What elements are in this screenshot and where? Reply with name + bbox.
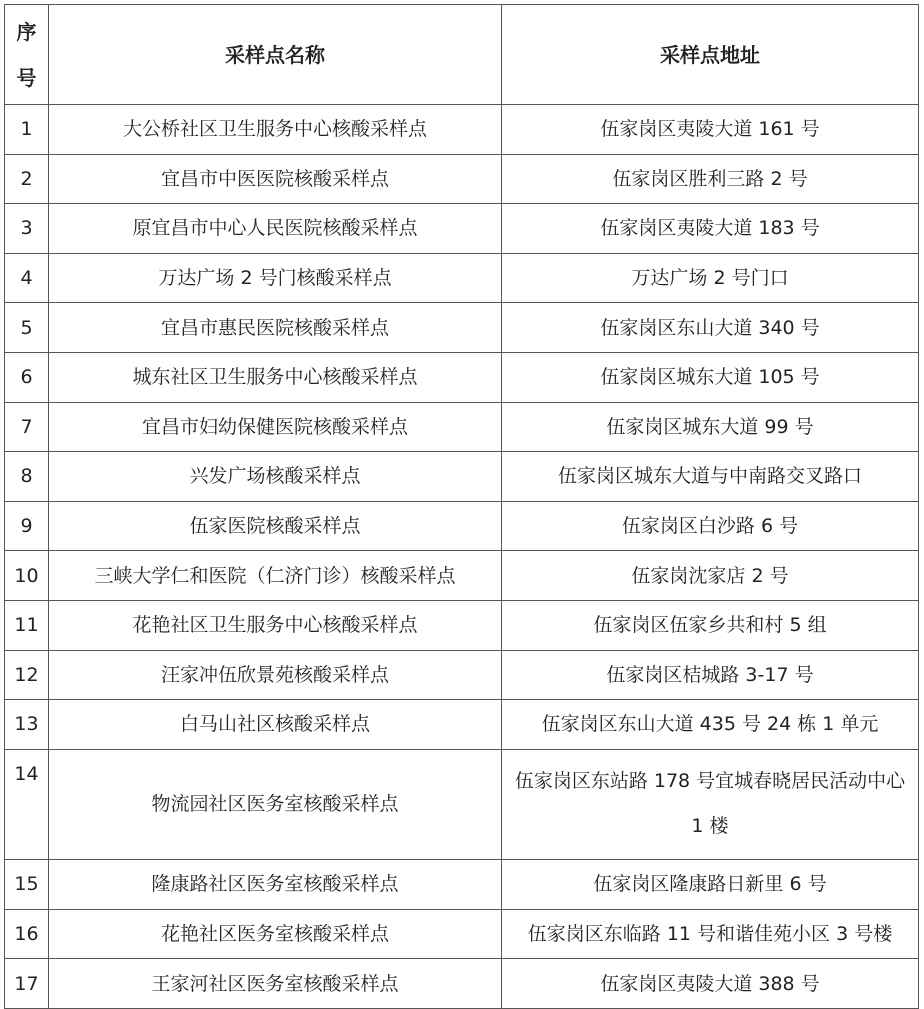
row-site-address: 伍家岗区夷陵大道 183 号 bbox=[502, 204, 919, 254]
table-row bbox=[5, 551, 919, 601]
row-site-name: 宜昌市中医医院核酸采样点 bbox=[49, 154, 502, 204]
row-site-name: 宜昌市妇幼保健医院核酸采样点 bbox=[49, 402, 502, 452]
header-index bbox=[5, 5, 49, 105]
row-index: 11 bbox=[5, 600, 49, 650]
row-site-address: 伍家岗区城东大道与中南路交叉路口 bbox=[502, 452, 919, 502]
table-row bbox=[5, 402, 919, 452]
sampling-sites-table bbox=[4, 4, 919, 1009]
row-site-address: 伍家岗区夷陵大道 161 号 bbox=[502, 105, 919, 155]
row-site-address: 伍家岗区胜利三路 2 号 bbox=[502, 154, 919, 204]
row-site-address: 伍家岗区城东大道 99 号 bbox=[502, 402, 919, 452]
row-site-address: 伍家岗沈家店 2 号 bbox=[502, 551, 919, 601]
row-site-name: 原宜昌市中心人民医院核酸采样点 bbox=[49, 204, 502, 254]
row-index: 16 bbox=[5, 909, 49, 959]
row-index: 5 bbox=[5, 303, 49, 353]
table-row bbox=[5, 650, 919, 700]
row-site-name: 花艳社区医务室核酸采样点 bbox=[49, 909, 502, 959]
table-row bbox=[5, 105, 919, 155]
row-site-name: 汪家冲伍欣景苑核酸采样点 bbox=[49, 650, 502, 700]
row-site-name: 隆康路社区医务室核酸采样点 bbox=[49, 860, 502, 910]
table-row bbox=[5, 154, 919, 204]
row-site-address: 伍家岗区隆康路日新里 6 号 bbox=[502, 860, 919, 910]
row-index: 17 bbox=[5, 959, 49, 1009]
table-row bbox=[5, 501, 919, 551]
header-site-name: 采样点名称 bbox=[49, 5, 502, 105]
header-site-address: 采样点地址 bbox=[502, 5, 919, 105]
row-site-name: 宜昌市惠民医院核酸采样点 bbox=[49, 303, 502, 353]
row-index: 2 bbox=[5, 154, 49, 204]
table-row bbox=[5, 452, 919, 502]
row-site-address: 伍家岗区东山大道 340 号 bbox=[502, 303, 919, 353]
table-row bbox=[5, 303, 919, 353]
row-site-name: 白马山社区核酸采样点 bbox=[49, 700, 502, 750]
row-site-name: 三峡大学仁和医院（仁济门诊）核酸采样点 bbox=[49, 551, 502, 601]
header-index-line2: 号 bbox=[16, 65, 37, 90]
row-site-address: 伍家岗区桔城路 3-17 号 bbox=[502, 650, 919, 700]
table-row bbox=[5, 749, 919, 859]
row-site-name: 伍家医院核酸采样点 bbox=[49, 501, 502, 551]
table-row bbox=[5, 253, 919, 303]
table-row bbox=[5, 600, 919, 650]
row-index: 12 bbox=[5, 650, 49, 700]
row-index: 4 bbox=[5, 253, 49, 303]
table-row bbox=[5, 700, 919, 750]
row-site-name: 大公桥社区卫生服务中心核酸采样点 bbox=[49, 105, 502, 155]
row-index: 8 bbox=[5, 452, 49, 502]
table-row bbox=[5, 204, 919, 254]
row-site-name: 王家河社区医务室核酸采样点 bbox=[49, 959, 502, 1009]
table-row bbox=[5, 909, 919, 959]
row-site-address: 伍家岗区东站路 178 号宜城春晓居民活动中心 1 楼 bbox=[502, 749, 919, 859]
row-index: 1 bbox=[5, 105, 49, 155]
row-site-address: 伍家岗区夷陵大道 388 号 bbox=[502, 959, 919, 1009]
row-site-name: 花艳社区卫生服务中心核酸采样点 bbox=[49, 600, 502, 650]
row-site-address: 伍家岗区白沙路 6 号 bbox=[502, 501, 919, 551]
table-row bbox=[5, 959, 919, 1009]
row-site-address: 伍家岗区东临路 11 号和谐佳苑小区 3 号楼 bbox=[502, 909, 919, 959]
row-index: 13 bbox=[5, 700, 49, 750]
row-site-name: 城东社区卫生服务中心核酸采样点 bbox=[49, 352, 502, 402]
table-header-row bbox=[5, 5, 919, 105]
table-row bbox=[5, 860, 919, 910]
row-index: 7 bbox=[5, 402, 49, 452]
row-index: 14 bbox=[5, 749, 49, 859]
header-index-line1: 序 bbox=[16, 19, 37, 44]
row-index: 6 bbox=[5, 352, 49, 402]
row-site-name: 万达广场 2 号门核酸采样点 bbox=[49, 253, 502, 303]
row-site-address: 万达广场 2 号门口 bbox=[502, 253, 919, 303]
row-index: 9 bbox=[5, 501, 49, 551]
row-site-address: 伍家岗区伍家乡共和村 5 组 bbox=[502, 600, 919, 650]
row-index: 15 bbox=[5, 860, 49, 910]
table-row bbox=[5, 352, 919, 402]
row-site-name: 兴发广场核酸采样点 bbox=[49, 452, 502, 502]
row-site-address: 伍家岗区城东大道 105 号 bbox=[502, 352, 919, 402]
row-index: 3 bbox=[5, 204, 49, 254]
row-site-address: 伍家岗区东山大道 435 号 24 栋 1 单元 bbox=[502, 700, 919, 750]
row-site-name: 物流园社区医务室核酸采样点 bbox=[49, 749, 502, 859]
row-index: 10 bbox=[5, 551, 49, 601]
